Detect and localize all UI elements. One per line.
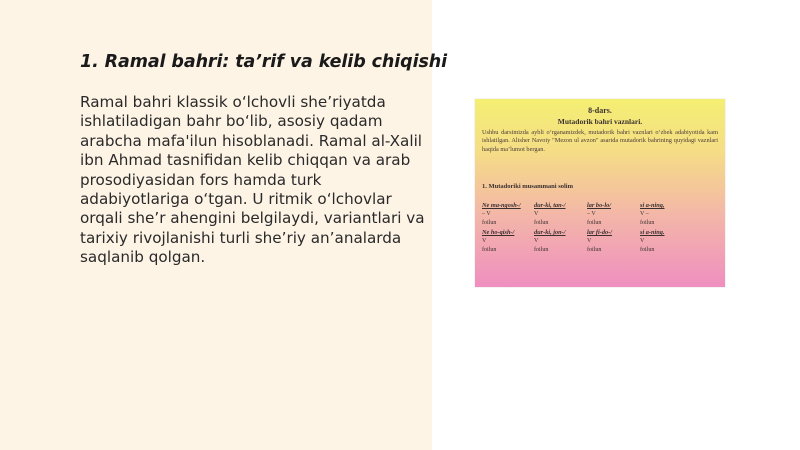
verse-cell: si a-ning. xyxy=(640,229,665,236)
foot-name-cell: foilun xyxy=(534,220,549,226)
scansion-line xyxy=(482,238,722,247)
foot-name-cell: foilun xyxy=(482,247,497,253)
scansion-cell: – V xyxy=(482,211,491,217)
foot-name-line xyxy=(482,247,722,256)
verse-cell: Ne ho-qish-/ xyxy=(482,229,515,236)
verse-line xyxy=(482,229,722,238)
scansion-cell: V xyxy=(587,238,592,244)
scansion-cell: V xyxy=(534,211,539,217)
foot-name-cell: foilun xyxy=(587,220,602,226)
scansion-cell: V xyxy=(534,238,539,244)
scansion-cell: V xyxy=(482,238,487,244)
verse-line xyxy=(482,202,722,211)
verse-cell: lar bo-lo/ xyxy=(587,202,611,209)
foot-name-cell: foilun xyxy=(482,220,497,226)
scansion-cell: V – xyxy=(640,211,649,217)
scansion-cell: V xyxy=(640,238,645,244)
foot-name-cell: foilun xyxy=(534,247,549,253)
verse-cell: dur-ki, jon-/ xyxy=(534,229,566,236)
lesson-number: 8-dars. xyxy=(588,106,612,115)
foot-name-cell: foilun xyxy=(640,247,655,253)
scansion-cell: – V xyxy=(587,211,596,217)
verse-cell: lar fi-do-/ xyxy=(587,229,613,236)
foot-name-cell: foilun xyxy=(640,220,655,226)
lesson-heading: Mutadorik bahri vaznlari. xyxy=(557,117,643,126)
slide-title: 1. Ramal bahri: ta’rif va kelib chiqishi xyxy=(80,52,448,72)
lesson-paragraph: Ushbu darsimizda aybli o‘rganamizdek, mutadorik bahri vaznlari o‘zbek adabiyotida kam ishlatilgan. Alisher Navoiy "Mezon ul avzon" asarida mutadorik bahrining quyidagi vaznlari haqida ma’lumot bergan. xyxy=(482,129,718,153)
section-heading: 1. Mutadoriki musammani solim xyxy=(482,183,574,190)
verse-cell: Ne ma-ngosh-/ xyxy=(482,202,521,209)
textbook-page-image xyxy=(475,99,725,287)
foot-name-line xyxy=(482,220,722,229)
scansion-line xyxy=(482,211,722,220)
verse-cell: si a-ning, xyxy=(640,202,665,209)
slide-body-text: Ramal bahri klassik o‘lchovli she’riyatda ishlatiladigan bahr bo‘lib, asosiy qadam arabcha mafa'ilun hisoblanadi. Ramal al-Xalil ibn Ahmad tasnifidan kelib chiqqan va arab prosodiyasidan fors hamda turk adabiyotlariga o‘tgan. U ritmik o‘lchovlar orqali she’r ahengini belgilaydi, variantlari va tarixiy rivojlanishi turli she’riy an’analarda saqlanib qolgan. xyxy=(80,93,425,267)
verse-cell: dur-ki, tan-/ xyxy=(534,202,566,209)
foot-name-cell: foilun xyxy=(587,247,602,253)
